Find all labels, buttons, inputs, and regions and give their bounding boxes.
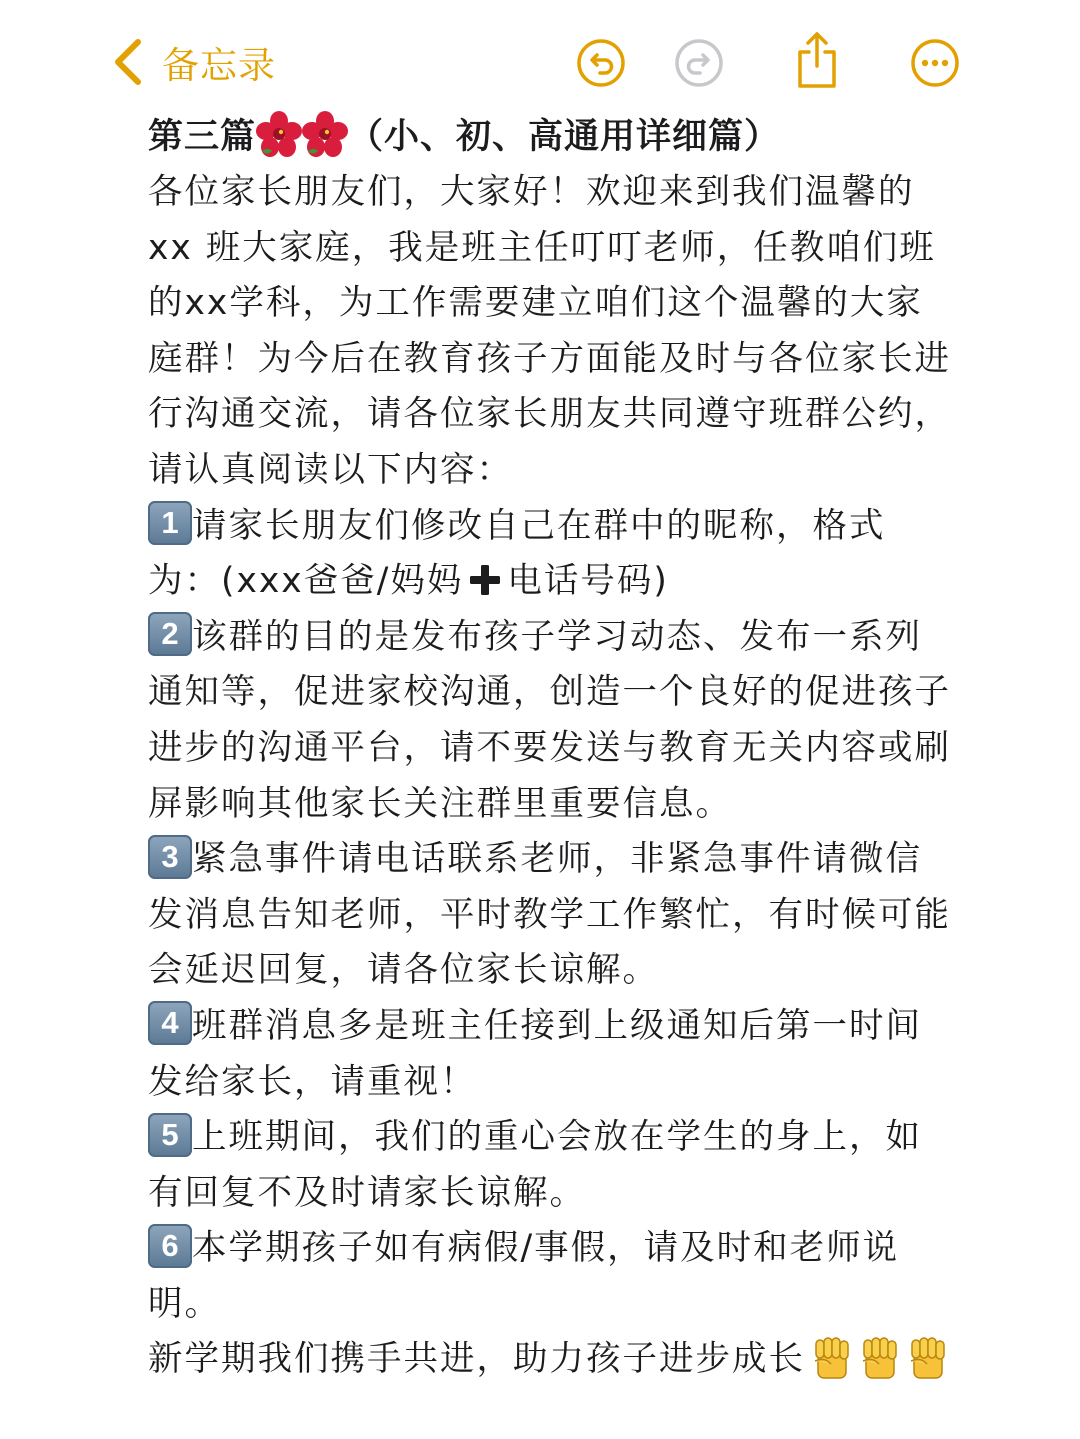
back-label: 备忘录 xyxy=(162,44,276,87)
keycap-5-icon: 5 xyxy=(148,1113,192,1157)
share-button[interactable] xyxy=(792,30,842,90)
rule-5-text: 上班期间，我们的重心会放在学生的身上，如 xyxy=(192,1117,922,1158)
note-title xyxy=(148,110,948,165)
plus-icon xyxy=(467,562,503,598)
keycap-4-icon: 4 xyxy=(148,1001,192,1045)
body-line: 屏影响其他家长关注群里重要信息。 xyxy=(148,783,732,824)
redo-icon xyxy=(674,38,724,88)
title-suffix: （小、初、高通用详细篇） xyxy=(348,117,781,157)
undo-icon xyxy=(576,38,626,88)
body-line: 进步的沟通平台，请不要发送与教育无关内容或刷 xyxy=(148,727,951,768)
rule-6 xyxy=(148,1221,948,1277)
more-button[interactable] xyxy=(910,38,960,88)
closing-text: 新学期我们携手共进，助力孩子进步成长 xyxy=(148,1339,805,1380)
rule-1-text: 请家长朋友们修改自己在群中的昵称，格式 xyxy=(192,505,886,546)
redo-button[interactable] xyxy=(674,38,724,88)
raised-fist-icon xyxy=(857,1334,901,1380)
rule-1 xyxy=(148,499,948,555)
rule-2 xyxy=(148,610,948,666)
rule-5 xyxy=(148,1110,948,1166)
more-icon xyxy=(910,38,960,88)
body-line: 有回复不及时请家长谅解。 xyxy=(148,1172,586,1213)
rule-1-format-end: 电话号码) xyxy=(507,561,669,602)
body-line: 通知等，促进家校沟通，创造一个良好的促进孩子 xyxy=(148,672,951,713)
title-prefix: 第三篇 xyxy=(148,117,257,157)
rule-1-continued xyxy=(148,554,948,610)
body-line: 各位家长朋友们，大家好！欢迎来到我们温馨的 xyxy=(148,172,915,212)
note-content[interactable] xyxy=(148,110,951,1388)
back-button[interactable] xyxy=(108,34,276,90)
keycap-2-icon: 2 xyxy=(148,612,192,656)
body-line: 会延迟回复，请各位家长谅解。 xyxy=(148,950,659,991)
hibiscus-icon xyxy=(302,111,348,157)
body-line: xx 班大家庭，我是班主任叮叮老师，任教咱们班 xyxy=(148,227,936,268)
body-line: 庭群！为今后在教育孩子方面能及时与各位家长进 xyxy=(148,338,951,379)
raised-fist-icon xyxy=(905,1334,949,1380)
share-icon xyxy=(792,30,842,90)
body-line: 行沟通交流，请各位家长朋友共同遵守班群公约， xyxy=(148,394,951,435)
body-line: 明。 xyxy=(148,1283,221,1324)
body-line: 请认真阅读以下内容： xyxy=(148,449,513,490)
keycap-6-icon: 6 xyxy=(148,1224,192,1268)
rule-4 xyxy=(148,999,948,1055)
navigation-bar xyxy=(0,0,1080,120)
body-line: 发给家长，请重视！ xyxy=(148,1061,477,1102)
rule-3 xyxy=(148,832,948,888)
keycap-1-icon: 1 xyxy=(148,501,192,545)
body-line: 发消息告知老师，平时教学工作繁忙，有时候可能 xyxy=(148,894,951,935)
closing-line xyxy=(148,1332,948,1388)
rule-2-text: 该群的目的是发布孩子学习动态、发布一系列 xyxy=(192,616,922,657)
hibiscus-icon xyxy=(256,111,302,157)
rule-4-text: 班群消息多是班主任接到上级通知后第一时间 xyxy=(192,1005,922,1046)
body-line: 的xx学科，为工作需要建立咱们这个温馨的大家 xyxy=(148,283,923,324)
note-body xyxy=(148,165,951,1388)
rule-1-format: 为：(xxx爸爸/妈妈 xyxy=(148,561,464,602)
undo-button[interactable] xyxy=(576,38,626,88)
rule-6-text: 本学期孩子如有病假/事假，请及时和老师说 xyxy=(192,1228,900,1269)
rule-3-text: 紧急事件请电话联系老师，非紧急事件请微信 xyxy=(192,839,922,880)
chevron-left-icon xyxy=(108,36,152,88)
keycap-3-icon: 3 xyxy=(148,835,192,879)
raised-fist-icon xyxy=(809,1334,853,1380)
